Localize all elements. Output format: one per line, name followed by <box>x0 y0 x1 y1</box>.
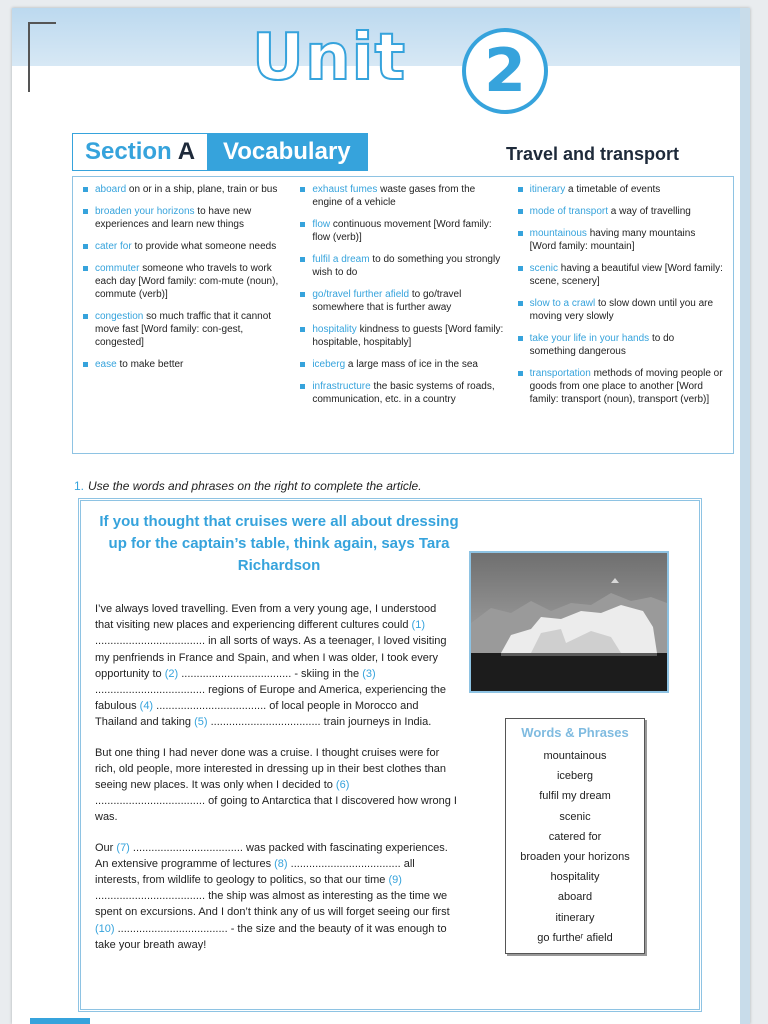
bullet-icon <box>300 292 305 297</box>
gap-blank[interactable]: .................................... <box>95 890 206 903</box>
article-text: train journeys in India. <box>320 716 432 729</box>
gap-blank[interactable]: .................................... <box>132 841 243 854</box>
exercise-number: 1. <box>74 479 85 493</box>
page-edge-band <box>740 8 750 1024</box>
vocab-term: congestion <box>95 311 144 322</box>
vocab-term: cater for <box>95 241 132 252</box>
vocab-definition: having a beautiful view [Word family: scene, scenery] <box>529 263 723 287</box>
vocab-entry <box>518 297 723 323</box>
bullet-icon <box>83 187 88 192</box>
gap-label: (5) <box>194 716 208 729</box>
exercise-instruction <box>74 479 422 493</box>
vocab-entry <box>300 288 505 314</box>
vocab-term: exhaust fumes <box>312 184 378 195</box>
section-name: Vocabulary <box>207 134 367 170</box>
vocab-definition: someone who travels to work each day [Word family: com-mute (noun), commute (verb)] <box>95 263 279 300</box>
crop-mark-vertical <box>28 22 30 92</box>
vocab-definition: the basic systems of roads, communication, etc. in a country <box>312 381 495 405</box>
gap-blank[interactable]: .................................... <box>290 857 401 870</box>
vocab-term: itinerary <box>529 184 566 195</box>
gap-blank[interactable]: .................................... <box>210 716 321 729</box>
vocab-term: ease <box>95 359 117 370</box>
vocab-entry <box>300 380 505 406</box>
word-bank-title: Words & Phrases <box>521 725 629 740</box>
article-text: - skiing in the <box>291 667 363 680</box>
article-text: of local people in Morocco and Thailand and taking <box>95 700 419 729</box>
vocab-term: hospitality <box>312 324 357 335</box>
article-text: But one thing I had never done was a cruise. I thought cruises were for rich, old people, more interested in dressing up in their best clothes than seeing new places. It was only when I decided to <box>95 746 446 792</box>
vocab-entry <box>518 332 723 358</box>
vocab-definition: to do something dangerous <box>529 333 675 357</box>
vocab-term: go/travel further afield <box>312 289 410 300</box>
section-heading <box>72 133 368 171</box>
vocab-definition: having many mountains [Word family: mountain] <box>529 228 696 252</box>
vocab-definition: a timetable of events <box>565 184 661 195</box>
vocab-definition: to go/travel somewhere that is further away <box>312 289 462 313</box>
gap-label: (2) <box>164 667 179 680</box>
article-text: of going to Antarctica that I discovered how wrong I was. <box>95 795 457 824</box>
bullet-icon <box>518 301 523 306</box>
bullet-icon <box>518 266 523 271</box>
vocab-definition: so much traffic that it cannot move fast [Word family: con-gest, congested] <box>95 311 272 348</box>
gap-blank[interactable]: .................................... <box>95 635 206 648</box>
article-text: regions of Europe and America, experiencing the fabulous <box>95 684 446 713</box>
vocab-entry <box>83 358 288 371</box>
article-text: - the size and the beauty of it was enough to take your breath away! <box>95 922 447 951</box>
vocab-entry <box>300 218 505 244</box>
gap-label: (9) <box>388 874 402 887</box>
vocab-definition: to provide what someone needs <box>131 241 277 252</box>
vocab-term: flow <box>312 219 331 230</box>
bullet-icon <box>518 336 523 341</box>
vocab-entry <box>518 183 723 196</box>
gap-label: (10) <box>95 922 115 935</box>
bullet-icon <box>83 362 88 367</box>
gap-blank[interactable]: .................................... <box>156 700 267 713</box>
bullet-icon <box>83 266 88 271</box>
article-text: Our <box>95 841 117 854</box>
bullet-icon <box>518 371 523 376</box>
word-bank-item: broaden your horizons <box>520 851 630 864</box>
word-bank-item: catered for <box>548 830 602 843</box>
gap-label: (7) <box>116 841 130 854</box>
article-text: I’ve always loved travelling. Even from a very young age, I understood that visiting new places and experiencing different cultures could <box>95 603 437 632</box>
word-bank-item: mountainous <box>543 750 607 762</box>
bullet-icon <box>83 209 88 214</box>
vocab-definition: to make better <box>116 359 184 370</box>
vocab-entry <box>83 205 288 231</box>
bullet-icon <box>300 257 305 262</box>
vocab-entry <box>83 240 288 253</box>
vocab-term: transportation <box>529 368 591 379</box>
vocab-definition: to do something you strongly wish to do <box>312 254 501 278</box>
bullet-icon <box>300 327 305 332</box>
vocab-term: broaden your horizons <box>95 206 195 217</box>
vocab-term: fulfil a dream <box>312 254 370 265</box>
gap-label: (3) <box>362 667 376 680</box>
unit-title: Unit <box>252 21 407 95</box>
crop-mark <box>28 22 56 24</box>
iceberg-image <box>471 553 667 691</box>
word-bank-item: fulfil my dream <box>539 790 611 803</box>
vocab-definition: to slow down until you are moving very slowly <box>529 298 714 322</box>
vocab-definition: on or in a ship, plane, train or bus <box>126 184 278 195</box>
vocab-entry <box>300 183 505 209</box>
textbook-page <box>12 8 750 1024</box>
vocab-entry <box>518 227 723 253</box>
word-bank-item: hospitality <box>550 871 600 884</box>
word-bank-item: aboard <box>557 891 593 904</box>
gap-blank[interactable]: .................................... <box>95 795 206 808</box>
article-paragraph-3 <box>95 840 457 953</box>
vocab-definition: a large mass of ice in the sea <box>345 359 478 370</box>
vocab-entry <box>83 310 288 349</box>
vocab-entry <box>518 205 723 218</box>
vocab-definition: kindness to guests [Word family: hospitable, hospitably] <box>312 324 504 348</box>
gap-blank[interactable]: .................................... <box>181 667 292 680</box>
article-paragraph-2 <box>95 745 457 826</box>
article-headline: If you thought that cruises were all about dressing up for the captain’s table, think again, says Tara Richardson <box>99 513 459 574</box>
word-bank-item: scenic <box>559 810 591 823</box>
article-text: all interests, from wildlife to geology to politics, so that our time <box>95 857 415 887</box>
vocab-entry <box>300 253 505 279</box>
vocab-definition: a way of travelling <box>608 206 691 217</box>
gap-label: (4) <box>139 700 154 713</box>
word-bank-item: itinerary <box>555 911 595 924</box>
page-corner-band <box>30 1018 90 1024</box>
vocab-term: scenic <box>529 263 559 274</box>
vocab-term: take your life in your hands <box>529 333 650 344</box>
gap-label: (6) <box>335 779 350 792</box>
bullet-icon <box>300 222 305 227</box>
vocabulary-column-3 <box>512 183 729 447</box>
article-text: in all sorts of ways. As a teenager, I loved visiting my penfriends in France and Spain, and when I was older, I took every opportunity to <box>95 635 447 680</box>
word-bank-item: iceberg <box>556 770 594 783</box>
bullet-icon <box>300 187 305 192</box>
bullet-icon <box>300 362 305 367</box>
article-body <box>95 601 457 967</box>
vocabulary-column-2 <box>294 183 511 447</box>
word-bank-item: go furtheʳ afield <box>537 931 613 944</box>
article-text: the ship was almost as interesting as the time we spent on excursions. And I don’t think any of us will forget seeing our first <box>95 890 450 919</box>
vocab-entry <box>300 358 505 371</box>
bullet-icon <box>518 231 523 236</box>
bullet-icon <box>83 314 88 319</box>
bullet-icon <box>518 187 523 192</box>
gap-blank[interactable]: .................................... <box>117 922 228 935</box>
vocabulary-box <box>72 176 734 454</box>
section-label <box>73 134 207 170</box>
article-paragraph-1 <box>95 601 457 731</box>
vocab-term: slow to a crawl <box>529 298 596 309</box>
topic-title: Travel and transport <box>506 144 680 164</box>
vocab-term: aboard <box>95 184 127 195</box>
vocab-term: mountainous <box>529 228 587 239</box>
vocabulary-column-1 <box>77 183 294 447</box>
exercise-text: Use the words and phrases on the right to complete the article. <box>88 479 422 493</box>
article-box <box>78 498 702 1012</box>
vocab-definition: waste gases from the engine of a vehicle <box>312 184 476 208</box>
bullet-icon <box>518 209 523 214</box>
gap-label: (1) <box>411 619 425 632</box>
vocab-entry <box>518 367 723 406</box>
vocab-definition: methods of moving people or goods from one place to another [Word family: transport (noun), transport (verb)] <box>529 368 723 405</box>
unit-number-badge: 2 <box>462 28 548 114</box>
vocab-term: commuter <box>95 263 140 274</box>
gap-blank[interactable]: .................................... <box>95 684 206 697</box>
gap-label: (8) <box>274 857 288 870</box>
iceberg-photo <box>469 551 669 693</box>
bullet-icon <box>300 384 305 389</box>
vocab-term: infrastructure <box>312 381 371 392</box>
vocab-definition: continuous movement [Word family: flow (verb)] <box>312 219 492 243</box>
bullet-icon <box>83 244 88 249</box>
article-text: was packed with fascinating experiences. An extensive programme of lectures <box>95 841 448 870</box>
vocab-term: iceberg <box>312 359 346 370</box>
vocab-entry <box>83 262 288 301</box>
vocab-entry <box>83 183 288 196</box>
vocab-entry <box>518 262 723 288</box>
vocab-entry <box>300 323 505 349</box>
section-word: Section <box>85 138 172 165</box>
word-bank <box>505 718 645 954</box>
section-letter: A <box>177 138 196 165</box>
vocab-definition: to have new experiences and learn new things <box>95 206 252 230</box>
vocab-term: mode of transport <box>529 206 609 217</box>
